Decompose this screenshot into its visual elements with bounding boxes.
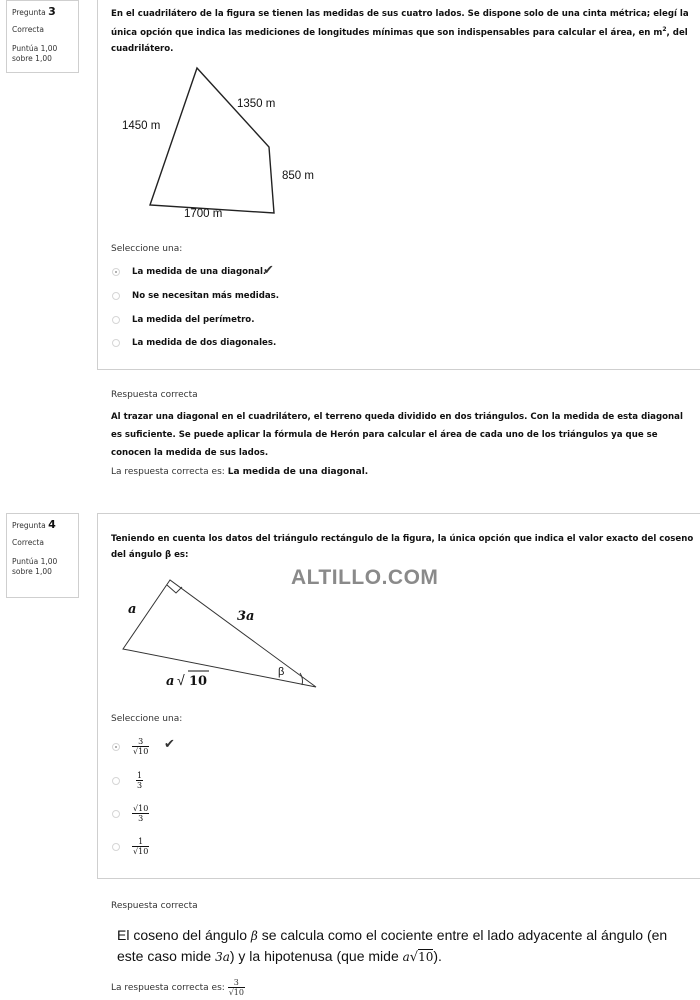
question-grade: Puntúa 1,00 sobre 1,00 bbox=[12, 44, 58, 63]
fraction-numerator: 3 bbox=[138, 737, 144, 746]
triangle-shape bbox=[123, 580, 316, 687]
feedback-part: se calcula como el cociente entre el lado adyacente al ángulo (en este caso mide bbox=[117, 927, 668, 964]
option-label: La medida de una diagonal. bbox=[132, 267, 267, 277]
question-label: Pregunta bbox=[12, 521, 46, 530]
fraction-numerator: 1 bbox=[137, 771, 143, 780]
quadrilateral-shape bbox=[150, 68, 274, 213]
question-state: Correcta bbox=[12, 25, 44, 35]
option-label bbox=[132, 737, 149, 756]
option-label: No se necesitan más medidas. bbox=[132, 291, 280, 301]
hyp-coef: a bbox=[166, 674, 175, 689]
question-text-end: , del cuadrilátero. bbox=[111, 27, 688, 54]
fraction-denominator: 3 bbox=[137, 781, 143, 790]
side-label-right: 850 m bbox=[282, 170, 314, 182]
correct-check-icon: ✔ bbox=[263, 263, 274, 278]
question-info-3 bbox=[6, 0, 79, 73]
question-text bbox=[111, 6, 691, 57]
question-text-main: En el cuadrilátero de la figura se tienen las medidas de sus cuatro lados. Se dispone solo de una cinta métrica; elegí la única opción que indica las mediciones de longitudes mínimas que son indispensables para calcular el área, en m bbox=[111, 9, 689, 38]
fraction-numerator: 3 bbox=[233, 978, 239, 987]
radio-button[interactable] bbox=[112, 777, 120, 785]
question-number bbox=[12, 5, 78, 19]
feedback-title: Respuesta correcta bbox=[111, 901, 198, 911]
question-number bbox=[12, 518, 78, 532]
question-state: Correcta bbox=[12, 538, 44, 548]
side-label-left: 1450 m bbox=[122, 120, 161, 132]
fraction-numerator: 1 bbox=[138, 837, 144, 846]
option-label: La medida de dos diagonales. bbox=[132, 338, 277, 348]
option-label bbox=[136, 771, 143, 790]
watermark: ALTILLO.COM bbox=[291, 566, 439, 589]
question-number-value: 3 bbox=[48, 5, 56, 18]
right-triangle-figure bbox=[110, 572, 350, 692]
angle-label: β bbox=[278, 666, 285, 678]
quadrilateral-figure bbox=[110, 60, 350, 230]
answer-value: La medida de una diagonal. bbox=[227, 467, 369, 477]
radio-button[interactable] bbox=[112, 292, 120, 300]
option-label: La medida del perímetro. bbox=[132, 315, 255, 325]
question-info-4 bbox=[6, 513, 79, 598]
answer-prefix: La respuesta correcta es: bbox=[111, 467, 225, 477]
feedback-text bbox=[117, 925, 677, 968]
fraction-numerator: √10 bbox=[133, 804, 149, 813]
feedback-adjacent: 3a bbox=[215, 950, 230, 964]
radio-button[interactable] bbox=[112, 743, 120, 751]
hyp-rad: 10 bbox=[189, 674, 208, 689]
question-label: Pregunta bbox=[12, 8, 46, 17]
feedback-part: ) y la hipotenusa (que mide bbox=[229, 948, 399, 964]
correct-answer bbox=[111, 978, 245, 997]
select-label: Seleccione una: bbox=[111, 714, 183, 724]
feedback-hyp-coef: a bbox=[402, 950, 410, 964]
question-number-value: 4 bbox=[48, 518, 56, 531]
feedback-part: ). bbox=[433, 948, 442, 964]
sqrt-symbol: √ bbox=[409, 950, 419, 965]
fraction-denominator: √10 bbox=[133, 847, 149, 856]
option-label bbox=[132, 804, 149, 823]
fraction-denominator: √10 bbox=[133, 747, 149, 756]
radio-button[interactable] bbox=[112, 268, 120, 276]
side-label-bottom: 1700 m bbox=[184, 208, 223, 220]
question-grade: Puntúa 1,00 sobre 1,00 bbox=[12, 557, 58, 576]
select-label: Seleccione una: bbox=[111, 244, 183, 254]
sqrt-symbol: √ bbox=[177, 672, 185, 688]
feedback-hyp-rad: 10 bbox=[418, 950, 434, 964]
feedback-beta: β bbox=[250, 929, 258, 943]
answer-prefix: La respuesta correcta es: bbox=[111, 983, 225, 993]
superscript: 2 bbox=[662, 26, 667, 33]
feedback-text: Al trazar una diagonal en el cuadrilátero, el terreno queda dividido en dos triángulos. Con la medida de esta diagonal es suficiente. Se puede aplicar la fórmula de Herón para calcular el área de cada uno de los triángulos ya que se conocen la medida de sus lados. bbox=[111, 412, 683, 458]
feedback-title: Respuesta correcta bbox=[111, 390, 198, 400]
feedback-part: El coseno del ángulo bbox=[117, 927, 247, 943]
radio-button[interactable] bbox=[112, 810, 120, 818]
option-label bbox=[132, 837, 149, 856]
right-angle-marker bbox=[167, 585, 182, 593]
fraction-denominator: 3 bbox=[132, 813, 149, 823]
angle-arc bbox=[300, 673, 302, 685]
correct-answer bbox=[111, 467, 368, 477]
answer-fraction bbox=[228, 978, 245, 997]
side-label-top: 1350 m bbox=[237, 98, 276, 110]
side-label-a: a bbox=[128, 602, 137, 617]
correct-check-icon: ✔ bbox=[164, 737, 175, 752]
radio-button[interactable] bbox=[112, 316, 120, 324]
question-text: Teniendo en cuenta los datos del triángulo rectángulo de la figura, la única opción que indica el valor exacto del coseno del ángulo β es: bbox=[111, 534, 694, 560]
radio-button[interactable] bbox=[112, 339, 120, 347]
fraction-denominator: √10 bbox=[228, 988, 244, 997]
radio-button[interactable] bbox=[112, 843, 120, 851]
side-label-3a: 3a bbox=[237, 609, 255, 624]
